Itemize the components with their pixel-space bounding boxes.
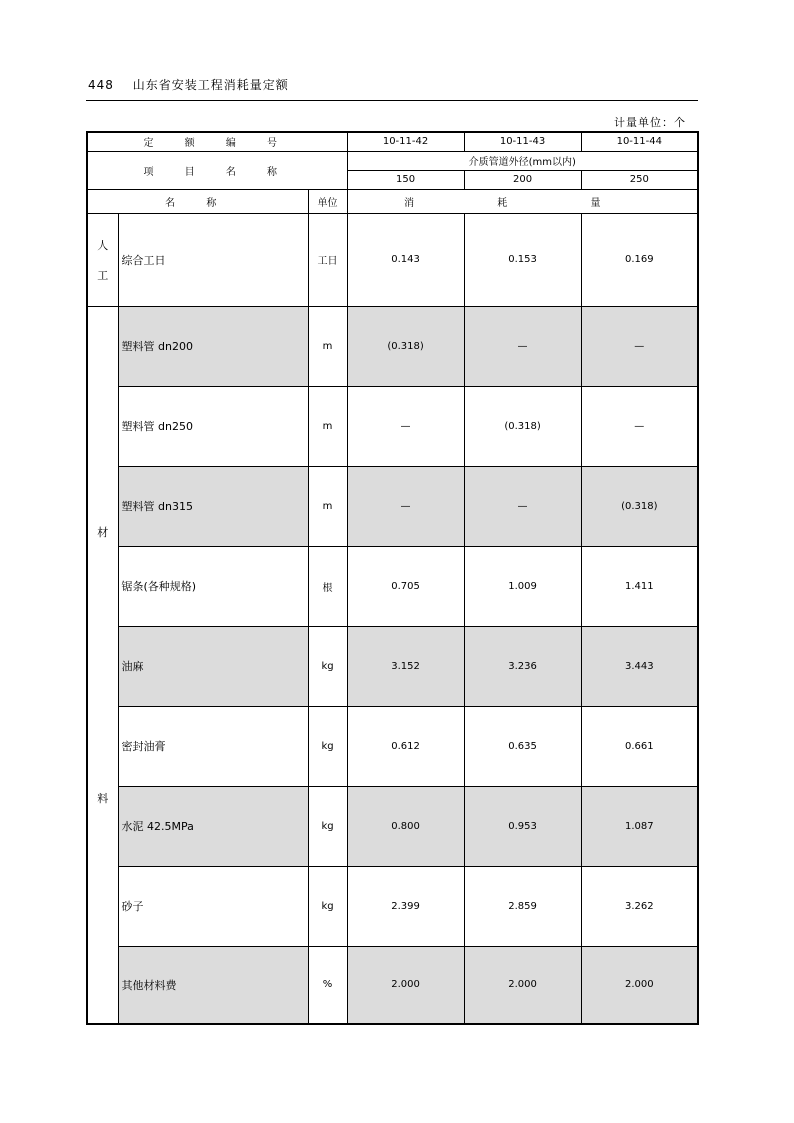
table-row [87,786,698,866]
table-row [87,466,698,546]
row-unit: kg [308,706,347,786]
row-value: 1.411 [581,546,698,626]
row-name: 砂子 [118,866,308,946]
col-qty-label: 消 耗 量 [347,189,698,213]
row-value: 0.153 [464,213,581,306]
row-value: 3.236 [464,626,581,706]
code-label: 定 额 编 号 [87,132,347,151]
row-name: 塑料管 dn250 [118,386,308,466]
row-value: (0.318) [347,306,464,386]
param-cell: 250 [581,170,698,189]
category-labor: 人 工 [87,213,118,306]
row-value: 2.000 [581,946,698,1024]
row-value: 2.000 [347,946,464,1024]
row-value: 0.953 [464,786,581,866]
row-name: 综合工日 [118,213,308,306]
row-value: — [347,386,464,466]
table-row [87,546,698,626]
row-unit: 工日 [308,213,347,306]
table-row [87,213,698,306]
row-value: 2.399 [347,866,464,946]
row-value: — [347,466,464,546]
row-value: 3.262 [581,866,698,946]
row-unit: m [308,466,347,546]
code-cell: 10-11-43 [464,132,581,151]
row-value: 3.152 [347,626,464,706]
row-value: 0.800 [347,786,464,866]
param-label: 介质管道外径(mm以内) [347,151,698,170]
row-value: 2.859 [464,866,581,946]
page-header [88,76,289,93]
unit-note: 计量单位：个 [614,116,686,129]
row-value: (0.318) [464,386,581,466]
row-value: (0.318) [581,466,698,546]
row-value: 0.169 [581,213,698,306]
row-name: 密封油膏 [118,706,308,786]
row-name: 水泥 42.5MPa [118,786,308,866]
row-name: 其他材料费 [118,946,308,1024]
page-number: 448 [88,78,114,92]
row-value: 0.705 [347,546,464,626]
col-name-label: 名 称 [87,189,308,213]
table-row [87,866,698,946]
category-materials: 材 料 [87,306,118,1024]
code-cell: 10-11-42 [347,132,464,151]
col-unit-label: 单位 [308,189,347,213]
row-name: 油麻 [118,626,308,706]
row-value: 0.612 [347,706,464,786]
row-name: 塑料管 dn200 [118,306,308,386]
table-row [87,386,698,466]
row-value: 1.009 [464,546,581,626]
param-cell: 200 [464,170,581,189]
row-value: — [464,466,581,546]
book-title: 山东省安装工程消耗量定额 [132,78,289,92]
row-unit: m [308,386,347,466]
row-value: 1.087 [581,786,698,866]
row-name: 塑料管 dn315 [118,466,308,546]
row-value: — [581,306,698,386]
row-value: 0.635 [464,706,581,786]
table-row [87,306,698,386]
row-unit: kg [308,866,347,946]
row-unit: 根 [308,546,347,626]
row-unit: kg [308,626,347,706]
column-header-row [87,189,698,213]
quota-table [86,131,699,1025]
row-value: 3.443 [581,626,698,706]
row-value: 0.143 [347,213,464,306]
table-row [87,626,698,706]
row-unit: m [308,306,347,386]
row-value: — [581,386,698,466]
code-row [87,132,698,151]
item-name-label: 项 目 名 称 [87,151,347,189]
row-value: 2.000 [464,946,581,1024]
row-name: 锯条(各种规格) [118,546,308,626]
row-value: 0.661 [581,706,698,786]
param-cell: 150 [347,170,464,189]
table-row [87,946,698,1024]
row-unit: % [308,946,347,1024]
row-unit: kg [308,786,347,866]
header-rule [86,100,698,101]
code-cell: 10-11-44 [581,132,698,151]
param-label-row [87,151,698,170]
table-row [87,706,698,786]
row-value: — [464,306,581,386]
